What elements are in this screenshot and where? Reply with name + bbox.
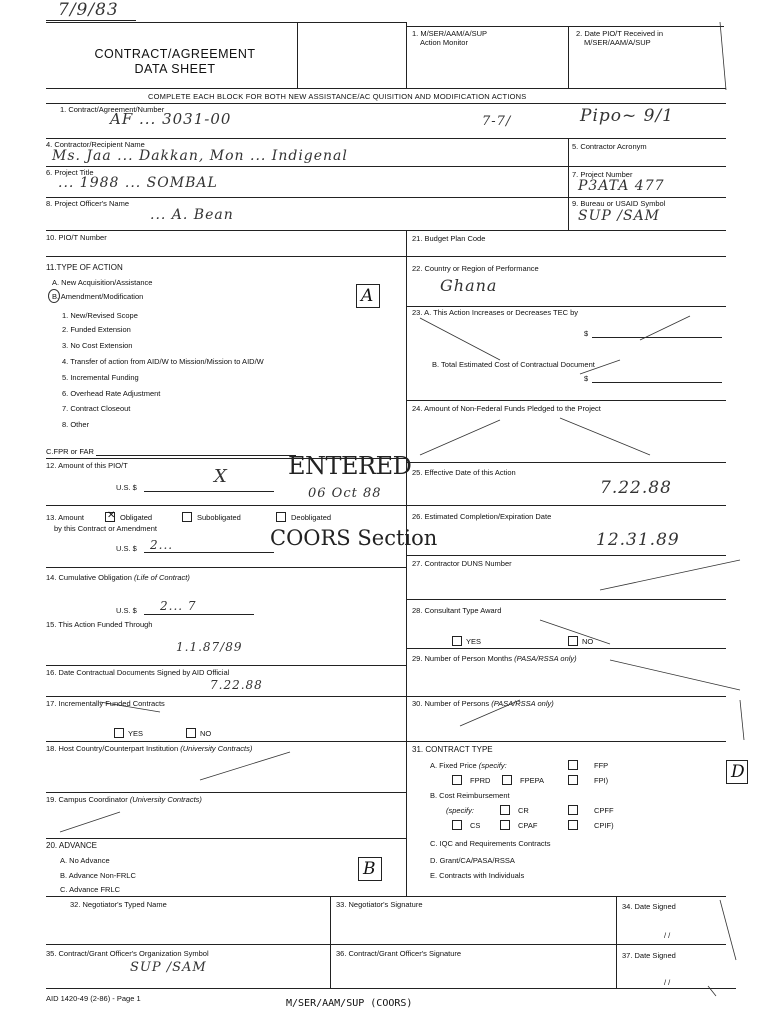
- f17-no-label: NO: [200, 729, 212, 738]
- f29-label: 29. Number of Person Months (PASA/RSSA only): [412, 654, 577, 663]
- f15-label: 15. This Action Funded Through: [46, 620, 153, 629]
- f11-label: 11.TYPE OF ACTION: [46, 263, 123, 272]
- f14-label: 14. Cumulative Obligation (Life of Contract): [46, 573, 190, 582]
- f31-answer-box: D: [726, 760, 748, 784]
- entered-date: 06 Oct 88: [308, 486, 382, 501]
- f13-value: 2...: [150, 538, 174, 552]
- strike-18: [200, 752, 290, 780]
- f12-us-dollar: U.S. $: [116, 483, 137, 492]
- form-title-line1: CONTRACT/AGREEMENT: [94, 47, 256, 61]
- form-title-line2: DATA SHEET: [134, 62, 216, 76]
- f31-e: E. Contracts with Individuals: [430, 871, 525, 880]
- f1-value: AF ... 3031-00: [110, 110, 232, 128]
- f12-mark: X: [214, 466, 228, 487]
- f31-fpepa-label: FPEPA: [520, 776, 545, 785]
- f26-label: 26. Estimated Completion/Expiration Date: [412, 512, 552, 521]
- field1-label: 1. M/SER/AAM/A/SUP Action Monitor: [412, 29, 488, 47]
- f22-label: 22. Country or Region of Performance: [412, 264, 539, 273]
- f33-label: 33. Negotiator's Signature: [336, 900, 423, 909]
- f11-item-a: A. New Acquisition/Assistance: [52, 278, 153, 287]
- f1-label: 1. Contract/Agreement/Number: [60, 105, 165, 114]
- f31-fpi-label: FPI): [594, 776, 609, 785]
- f31-cpff-label: CPFF: [594, 806, 614, 815]
- field2-label: 2. Date PIO/T Received in M/SER/AAM/A/SUP: [576, 29, 663, 47]
- f4-label: 4. Contractor/Recipient Name: [46, 140, 145, 149]
- f7-label: 7. Project Number: [572, 170, 633, 179]
- f11-item-6: 6. Overhead Rate Adjustment: [62, 389, 161, 398]
- f28-label: 28. Consultant Type Award: [412, 606, 502, 615]
- f11-answer-box: A: [356, 284, 380, 308]
- strike-29: [610, 660, 740, 690]
- f32-label: 32. Negotiator's Typed Name: [70, 900, 167, 909]
- f28-yes-label: YES: [466, 637, 482, 646]
- strike-24b: [560, 418, 650, 455]
- f23b-dollar: $: [584, 374, 589, 383]
- f27-label: 27. Contractor DUNS Number: [412, 559, 512, 568]
- f9-value: SUP /SAM: [578, 208, 661, 224]
- f23a-dollar: $: [584, 329, 589, 338]
- f26-value: 12.31.89: [596, 530, 680, 550]
- f31-label: 31. CONTRACT TYPE: [412, 745, 493, 754]
- f18-label: 18. Host Country/Counterpart Institution (University Contracts): [46, 744, 253, 753]
- f5-label: 5. Contractor Acronym: [572, 142, 647, 151]
- f20-item-a: A. No Advance: [60, 856, 110, 865]
- f11-item-4: 4. Transfer of action from AID/W to Mission/Mission to AID/W: [62, 357, 264, 366]
- f20-label: 20. ADVANCE: [46, 841, 97, 850]
- f1-right-value: Pipo~ 9/1: [580, 106, 674, 126]
- f13-subobligated-label: Subobligated: [197, 513, 241, 522]
- f23b-label: B. Total Estimated Cost of Contractual Document: [432, 360, 595, 369]
- f31-ffp-label: FFP: [594, 761, 609, 770]
- f20-item-c: C. Advance FRLC: [60, 885, 121, 894]
- form-id: AID 1420-49 (2-86) - Page 1: [46, 994, 141, 1003]
- f31-a: A. Fixed Price (specify:: [430, 761, 507, 770]
- strike-28: [540, 620, 610, 644]
- f37-label: 37. Date Signed: [622, 951, 676, 960]
- f21-label: 21. Budget Plan Code: [412, 234, 486, 243]
- f13-obligated-check: ✕: [107, 510, 116, 521]
- f6-value: ... 1988 ... SOMBAL: [58, 175, 218, 191]
- f31-cpaf-label: CPAF: [518, 821, 538, 830]
- f22-value: Ghana: [440, 276, 498, 295]
- f34-label: 34. Date Signed: [622, 902, 676, 911]
- strike-sig: [720, 900, 736, 960]
- f14-us-dollar: U.S. $: [116, 606, 137, 615]
- coors-stamp: COORS Section: [270, 526, 438, 550]
- f17-yes-label: YES: [128, 729, 144, 738]
- f13-amount-label: 13. Amount: [46, 513, 84, 522]
- f31-d: D. Grant/CA/PASA/RSSA: [430, 856, 515, 865]
- strike-30b: [460, 700, 520, 726]
- instruction-text: COMPLETE EACH BLOCK FOR BOTH NEW ASSISTANCE/AC QUISITION AND MODIFICATION ACTIONS: [148, 92, 527, 101]
- f24-label: 24. Amount of Non-Federal Funds Pledged to the Project: [412, 404, 601, 413]
- strike-foot: [708, 986, 716, 996]
- footer-office: M/SER/AAM/SUP (COORS): [286, 998, 413, 1009]
- f11-item-7: 7. Contract Closeout: [62, 404, 131, 413]
- header-date-handwritten: 7/9/83: [58, 0, 119, 20]
- f31-cpif-label: CPIF): [594, 821, 614, 830]
- f13-deobligated-label: Deobligated: [291, 513, 332, 522]
- f35-label: 35. Contract/Grant Officer's Organization Symbol: [46, 949, 209, 958]
- strike-17: [100, 702, 160, 712]
- f25-value: 7.22.88: [600, 478, 672, 498]
- f11-item-2: 2. Funded Extension: [62, 325, 131, 334]
- f17-label: 17. Incrementally Funded Contracts: [46, 699, 165, 708]
- f15-value: 1.1.87/89: [176, 640, 243, 654]
- f35-value: SUP /SAM: [130, 960, 207, 975]
- strike-23: [420, 318, 500, 360]
- f36-label: 36. Contract/Grant Officer's Signature: [336, 949, 462, 958]
- strike-30: [740, 700, 744, 740]
- strike-19: [60, 812, 120, 832]
- cfpr-label: C.FPR or FAR: [46, 447, 94, 456]
- f25-label: 25. Effective Date of this Action: [412, 468, 516, 477]
- f31-b-specify: (specify:: [446, 806, 474, 815]
- f8-label: 8. Project Officer's Name: [46, 199, 129, 208]
- strike-24a: [420, 420, 500, 455]
- f31-b: B. Cost Reimbursement: [430, 791, 510, 800]
- f11-item-b: B. Amendment/Modification: [52, 292, 144, 301]
- f7-value: P3ATA 477: [578, 178, 665, 194]
- f10-label: 10. PIO/T Number: [46, 233, 107, 242]
- f20-answer-box: B: [358, 857, 382, 881]
- f11-item-5: 5. Incremental Funding: [62, 373, 139, 382]
- f28-no-label: NO: [582, 637, 594, 646]
- f8-value: ... A. Bean: [150, 207, 234, 223]
- f23a-label: 23. A. This Action Increases or Decreases TEC by: [412, 308, 579, 317]
- f11-item-8: 8. Other: [62, 420, 90, 429]
- entered-stamp: ENTERED: [288, 452, 412, 480]
- f31-c: C. IQC and Requirements Contracts: [430, 839, 551, 848]
- f31-cs-label: CS: [470, 821, 481, 830]
- f13-us-dollar: U.S. $: [116, 544, 137, 553]
- strike-header-right: [720, 22, 726, 90]
- f13-label-line2: by this Contract or Amendment: [54, 524, 157, 533]
- f6-label: 6. Project Title: [46, 168, 94, 177]
- f37-slashes: / /: [664, 978, 671, 987]
- f4-value: Ms. Jaa ... Dakkan, Mon ... Indigenal: [52, 148, 348, 164]
- f11-item-1: 1. New/Revised Scope: [62, 311, 138, 320]
- f9-label: 9. Bureau or USAID Symbol: [572, 199, 666, 208]
- f30-label: 30. Number of Persons (PASA/RSSA only): [412, 699, 554, 708]
- f20-item-b: B. Advance Non-FRLC: [60, 871, 136, 880]
- f1-value-b: 7-7/: [482, 114, 512, 129]
- f12-label: 12. Amount of this PIO/T: [46, 461, 128, 470]
- f11-item-3: 3. No Cost Extension: [62, 341, 133, 350]
- f34-slashes: / /: [664, 931, 671, 940]
- f13-obligated-label: Obligated: [120, 513, 153, 522]
- f14-value: 2... 7: [160, 599, 197, 613]
- f16-value: 7.22.88: [210, 678, 263, 692]
- f31-cr-label: CR: [518, 806, 529, 815]
- strike-23c: [580, 360, 620, 374]
- strike-23b: [640, 316, 690, 340]
- f31-fprd-label: FPRD: [470, 776, 491, 785]
- f19-label: 19. Campus Coordinator (University Contracts): [46, 795, 202, 804]
- f16-label: 16. Date Contractual Documents Signed by AID Official: [46, 668, 230, 677]
- strike-27: [600, 560, 740, 590]
